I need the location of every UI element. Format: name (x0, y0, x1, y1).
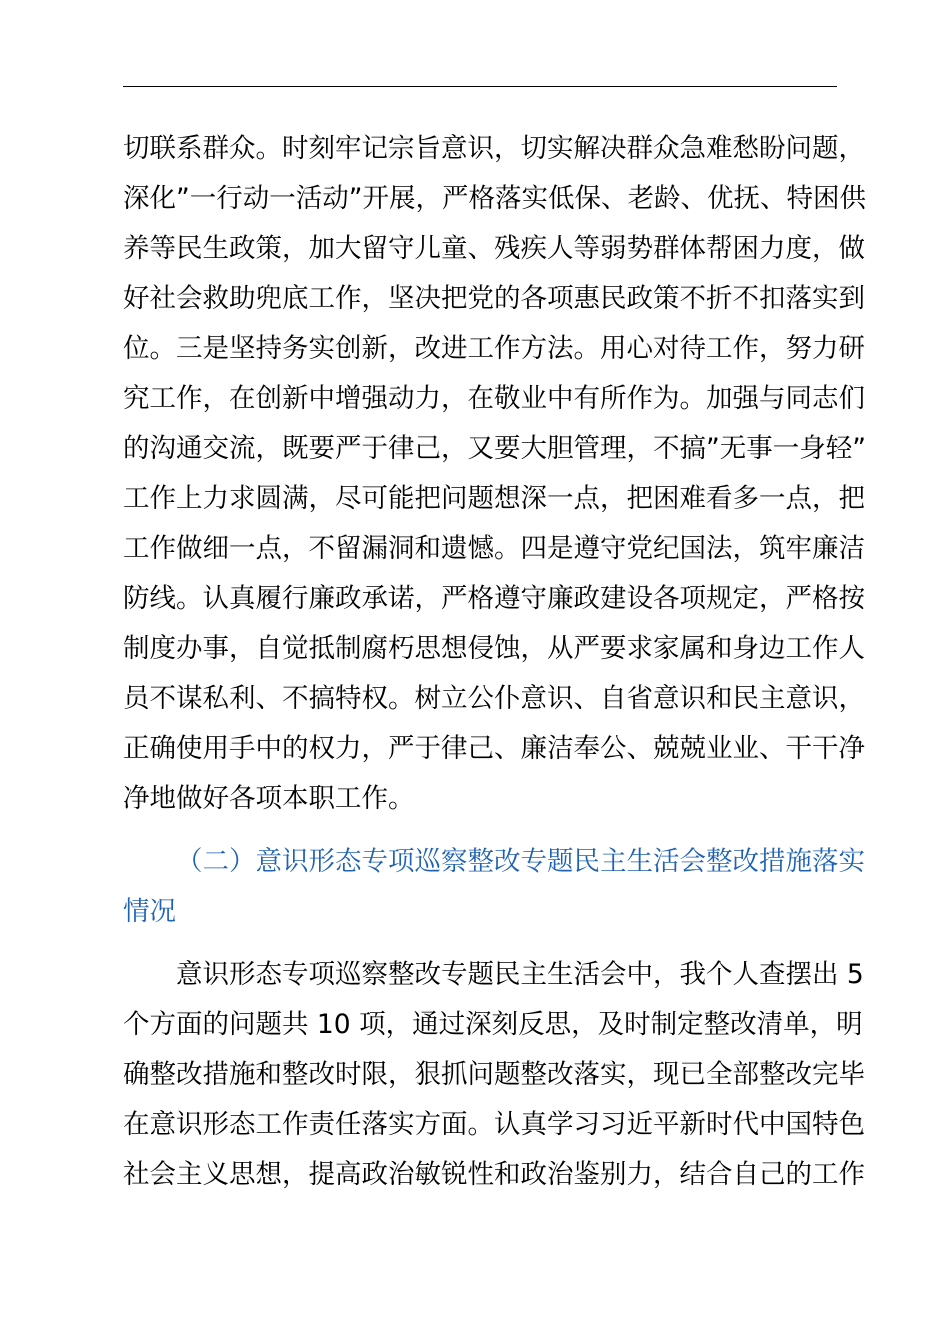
text-line: 意识形态专项巡察整改专题民主生活会中，我个人查摆出 5 (176, 959, 864, 990)
section-heading (123, 837, 865, 937)
text-line: 养等民生政策，加大留守儿童、残疾人等弱势群体帮困力度，做 (123, 233, 865, 264)
text-line: 在意识形态工作责任落实方面。认真学习习近平新时代中国特色 (123, 1109, 865, 1140)
text-line: 社会主义思想，提高政治敏锐性和政治鉴别力，结合自己的工作 (123, 1159, 865, 1190)
text-line: 究工作，在创新中增强动力，在敬业中有所作为。加强与同志们 (123, 383, 865, 414)
text-line: 防线。认真履行廉政承诺，严格遵守廉政建设各项规定，严格按 (123, 583, 865, 614)
text-line: 工作做细一点，不留漏洞和遗憾。四是遵守党纪国法，筑牢廉洁 (123, 533, 865, 564)
text-line: 的沟通交流，既要严于律己，又要大胆管理，不搞”无事一身轻” (123, 433, 866, 464)
text-line: 好社会救助兜底工作，坚决把党的各项惠民政策不折不扣落实到 (123, 283, 865, 314)
header-rule (123, 86, 837, 87)
text-line: 个方面的问题共 10 项，通过深刻反思，及时制定整改清单，明 (123, 1009, 863, 1040)
text-line: 深化”一行动一活动”开展，严格落实低保、老龄、优抚、特困供 (123, 183, 866, 214)
text-line: 位。三是坚持务实创新，改进工作方法。用心对待工作，努力研 (123, 333, 865, 364)
section-heading-line: （二）意识形态专项巡察整改专题民主生活会整改措施落实 (176, 846, 865, 877)
section-heading-line: 情况 (123, 896, 176, 927)
body-paragraph-2 (123, 950, 865, 1200)
text-line: 员不谋私利、不搞特权。树立公仆意识、自省意识和民主意识， (123, 683, 865, 714)
text-line: 净地做好各项本职工作。 (123, 783, 415, 814)
text-line: 正确使用手中的权力，严于律己、廉洁奉公、兢兢业业、干干净 (123, 733, 865, 764)
text-line: 确整改措施和整改时限，狠抓问题整改落实，现已全部整改完毕 (123, 1059, 865, 1090)
text-line: 制度办事，自觉抵制腐朽思想侵蚀，从严要求家属和身边工作人 (123, 633, 865, 664)
text-line: 工作上力求圆满，尽可能把问题想深一点，把困难看多一点，把 (123, 483, 865, 514)
body-paragraph-1 (123, 124, 866, 824)
text-line: 切联系群众。时刻牢记宗旨意识，切实解决群众急难愁盼问题， (123, 133, 865, 164)
